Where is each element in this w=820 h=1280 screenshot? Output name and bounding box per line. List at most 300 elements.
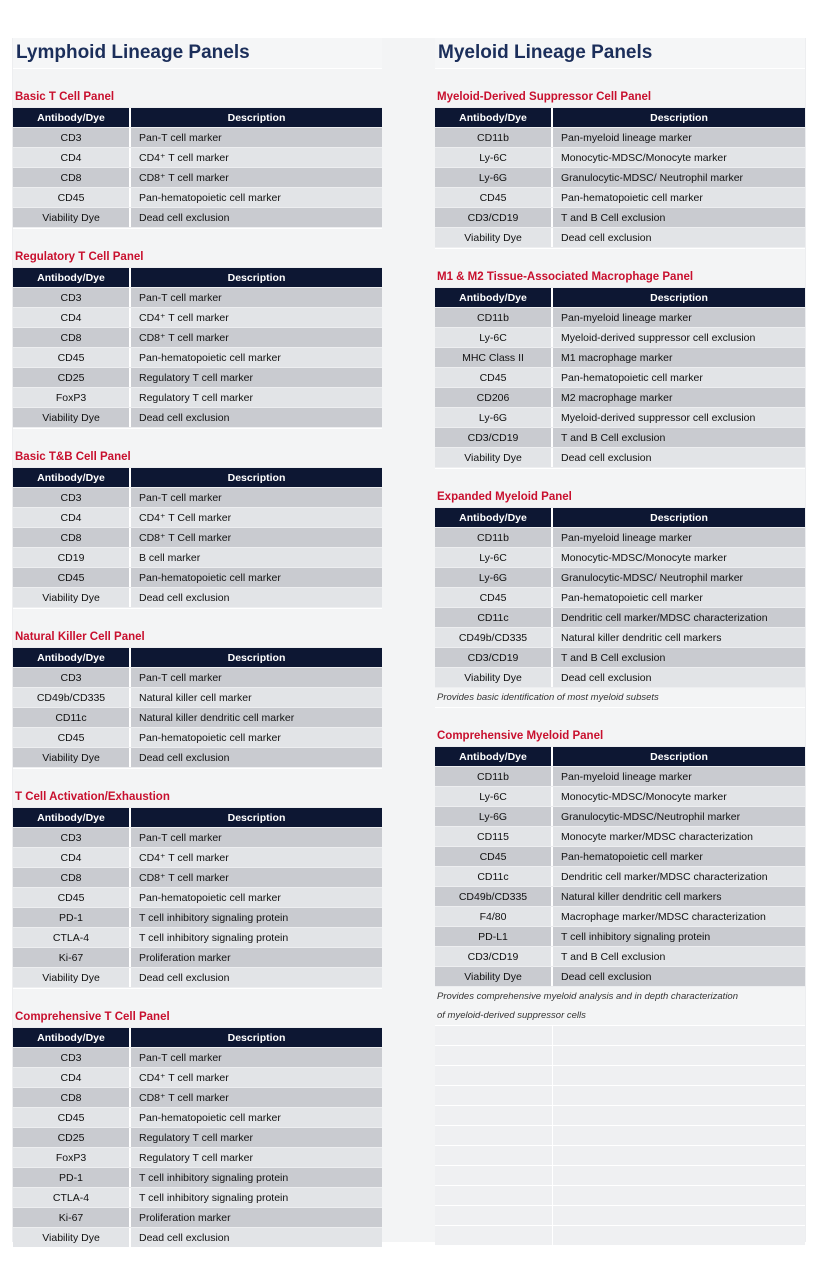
column-header-description: Description	[131, 468, 382, 487]
antibody-cell: Viability Dye	[435, 448, 553, 467]
column-header-description: Description	[553, 747, 805, 766]
description-cell: Regulatory T cell marker	[131, 368, 382, 387]
column-header-antibody: Antibody/Dye	[435, 508, 553, 527]
table-row	[13, 1068, 382, 1087]
empty-grid-cell	[435, 1186, 553, 1205]
description-cell: Pan-hematopoietic cell marker	[131, 888, 382, 907]
antibody-cell: Viability Dye	[13, 968, 131, 987]
antibody-cell: Viability Dye	[13, 408, 131, 427]
antibody-cell: Ly-6G	[435, 168, 553, 187]
antibody-cell: CD49b/CD335	[13, 688, 131, 707]
table-row	[13, 828, 382, 847]
description-cell: Proliferation marker	[131, 1208, 382, 1227]
antibody-cell: CD45	[13, 1108, 131, 1127]
table-row	[13, 168, 382, 187]
table-row	[435, 148, 805, 167]
panel-table	[13, 1027, 382, 1248]
antibody-cell: CD45	[435, 847, 553, 866]
empty-grid-cell	[435, 1066, 553, 1085]
section-spacer	[13, 608, 382, 628]
table-row	[435, 827, 805, 846]
table-row	[13, 1228, 382, 1247]
antibody-cell: CD4	[13, 148, 131, 167]
panel-table	[13, 107, 382, 228]
description-cell: M1 macrophage marker	[553, 348, 805, 367]
table-row	[13, 1128, 382, 1147]
table-row	[435, 188, 805, 207]
antibody-cell: Ly-6G	[435, 408, 553, 427]
myeloid-column	[435, 38, 805, 1245]
column-header-antibody: Antibody/Dye	[435, 288, 553, 307]
antibody-cell: CD4	[13, 848, 131, 867]
antibody-cell: CD45	[435, 368, 553, 387]
antibody-cell: CD3	[13, 288, 131, 307]
antibody-cell: CD4	[13, 1068, 131, 1087]
description-cell: CD4⁺ T Cell marker	[131, 508, 382, 527]
section-spacer	[13, 228, 382, 248]
description-cell: T cell inhibitory signaling protein	[131, 908, 382, 927]
antibody-cell: Viability Dye	[13, 588, 131, 607]
antibody-cell: FoxP3	[13, 1148, 131, 1167]
antibody-cell: CD8	[13, 528, 131, 547]
antibody-cell: CD45	[13, 728, 131, 747]
panel-note: Provides basic identification of most myeloid subsets	[435, 688, 805, 707]
description-cell: Dead cell exclusion	[553, 228, 805, 247]
description-cell: Dendritic cell marker/MDSC characterization	[553, 608, 805, 627]
table-row	[435, 568, 805, 587]
empty-grid-cell	[435, 1026, 553, 1045]
description-cell: CD8⁺ T cell marker	[131, 328, 382, 347]
column-header-description: Description	[131, 108, 382, 127]
panel-table	[435, 107, 805, 248]
description-cell: Pan-hematopoietic cell marker	[553, 588, 805, 607]
table-row	[435, 887, 805, 906]
panel-title: Expanded Myeloid Panel	[435, 488, 805, 507]
description-cell: CD8⁺ T cell marker	[131, 1088, 382, 1107]
table-row	[435, 428, 805, 447]
description-cell: Pan-T cell marker	[131, 128, 382, 147]
antibody-cell: CD45	[435, 188, 553, 207]
empty-grid-row	[435, 1225, 805, 1245]
description-cell: Pan-T cell marker	[131, 668, 382, 687]
empty-grid-cell	[435, 1166, 553, 1185]
empty-grid-row	[435, 1025, 805, 1045]
table-row	[13, 308, 382, 327]
table-row	[13, 908, 382, 927]
antibody-cell: CD8	[13, 868, 131, 887]
column-header-antibody: Antibody/Dye	[13, 1028, 131, 1047]
table-row	[435, 668, 805, 687]
panel-table	[13, 267, 382, 428]
description-cell: Natural killer dendritic cell markers	[553, 628, 805, 647]
description-cell: T cell inhibitory signaling protein	[131, 1168, 382, 1187]
table-row	[435, 807, 805, 826]
table-row	[13, 328, 382, 347]
table-row	[13, 948, 382, 967]
antibody-cell: Ly-6C	[435, 787, 553, 806]
table-row	[13, 848, 382, 867]
antibody-cell: FoxP3	[13, 388, 131, 407]
table-row	[13, 568, 382, 587]
empty-grid-cell	[435, 1146, 553, 1165]
description-cell: Dead cell exclusion	[553, 967, 805, 986]
description-cell: T and B Cell exclusion	[553, 428, 805, 447]
antibody-cell: CD11b	[435, 308, 553, 327]
table-row	[13, 1188, 382, 1207]
description-cell: Dead cell exclusion	[553, 448, 805, 467]
description-cell: CD4⁺ T cell marker	[131, 848, 382, 867]
table-row	[435, 927, 805, 946]
antibody-cell: CD45	[13, 348, 131, 367]
panel-title: M1 & M2 Tissue-Associated Macrophage Panel	[435, 268, 805, 287]
description-cell: Dead cell exclusion	[131, 968, 382, 987]
panel-table	[13, 647, 382, 768]
antibody-cell: CD49b/CD335	[435, 887, 553, 906]
column-header-antibody: Antibody/Dye	[435, 108, 553, 127]
table-row	[435, 208, 805, 227]
panel-title: Comprehensive Myeloid Panel	[435, 727, 805, 746]
table-row	[13, 928, 382, 947]
panel-title: Myeloid-Derived Suppressor Cell Panel	[435, 88, 805, 107]
section-spacer	[435, 468, 805, 488]
table-row	[13, 208, 382, 227]
column-header-antibody: Antibody/Dye	[13, 808, 131, 827]
antibody-cell: CD45	[13, 888, 131, 907]
table-row	[13, 1048, 382, 1067]
antibody-cell: CD3/CD19	[435, 428, 553, 447]
lymphoid-column	[13, 38, 382, 1248]
antibody-cell: CD11b	[435, 128, 553, 147]
table-row	[13, 148, 382, 167]
antibody-cell: MHC Class II	[435, 348, 553, 367]
table-row	[13, 968, 382, 987]
description-cell: M2 macrophage marker	[553, 388, 805, 407]
description-cell: Regulatory T cell marker	[131, 1128, 382, 1147]
panel-title: Regulatory T Cell Panel	[13, 248, 382, 267]
description-cell: B cell marker	[131, 548, 382, 567]
table-row	[13, 1148, 382, 1167]
antibody-cell: Ki-67	[13, 948, 131, 967]
table-row	[435, 867, 805, 886]
description-cell: Pan-T cell marker	[131, 288, 382, 307]
empty-grid-row	[435, 1165, 805, 1185]
table-row	[435, 847, 805, 866]
antibody-cell: Viability Dye	[435, 228, 553, 247]
antibody-cell: CD4	[13, 508, 131, 527]
empty-grid-cell	[435, 1206, 553, 1225]
antibody-cell: CD4	[13, 308, 131, 327]
panel-table	[13, 807, 382, 988]
description-cell: CD4⁺ T cell marker	[131, 148, 382, 167]
antibody-cell: CD3	[13, 128, 131, 147]
description-cell: Dead cell exclusion	[553, 668, 805, 687]
antibody-cell: Ly-6C	[435, 328, 553, 347]
table-row	[13, 288, 382, 307]
empty-grid-cell	[435, 1106, 553, 1125]
antibody-cell: CD3	[13, 488, 131, 507]
panel-table	[435, 746, 805, 987]
table-row	[435, 588, 805, 607]
antibody-cell: CTLA-4	[13, 1188, 131, 1207]
empty-grid-row	[435, 1125, 805, 1145]
column-header-antibody: Antibody/Dye	[13, 268, 131, 287]
description-cell: T cell inhibitory signaling protein	[131, 1188, 382, 1207]
antibody-cell: Viability Dye	[13, 1228, 131, 1247]
table-row	[13, 748, 382, 767]
description-cell: T cell inhibitory signaling protein	[131, 928, 382, 947]
table-row	[13, 388, 382, 407]
panel-note: Provides comprehensive myeloid analysis and in depth characterization	[435, 987, 805, 1006]
antibody-cell: CD115	[435, 827, 553, 846]
description-cell: Pan-hematopoietic cell marker	[131, 728, 382, 747]
table-row	[13, 348, 382, 367]
description-cell: Dead cell exclusion	[131, 588, 382, 607]
antibody-cell: Viability Dye	[435, 967, 553, 986]
column-gutter	[382, 38, 435, 1242]
column-header-description: Description	[131, 808, 382, 827]
description-cell: Pan-hematopoietic cell marker	[131, 568, 382, 587]
empty-grid-row	[435, 1145, 805, 1165]
panel-table	[13, 467, 382, 608]
column-header-antibody: Antibody/Dye	[13, 468, 131, 487]
panel-title: Basic T&B Cell Panel	[13, 448, 382, 467]
antibody-cell: PD-L1	[435, 927, 553, 946]
description-cell: Natural killer cell marker	[131, 688, 382, 707]
table-row	[435, 168, 805, 187]
description-cell: Pan-myeloid lineage marker	[553, 128, 805, 147]
description-cell: T and B Cell exclusion	[553, 648, 805, 667]
table-row	[435, 308, 805, 327]
description-cell: Granulocytic-MDSC/ Neutrophil marker	[553, 568, 805, 587]
antibody-cell: CD11c	[435, 867, 553, 886]
description-cell: Dead cell exclusion	[131, 208, 382, 227]
table-row	[13, 588, 382, 607]
empty-grid-cell	[435, 1126, 553, 1145]
table-row	[435, 408, 805, 427]
column-header-description: Description	[553, 288, 805, 307]
description-cell: Pan-myeloid lineage marker	[553, 308, 805, 327]
antibody-cell: CD206	[435, 388, 553, 407]
table-row	[435, 328, 805, 347]
table-row	[13, 128, 382, 147]
column-header-description: Description	[131, 1028, 382, 1047]
antibody-cell: Viability Dye	[435, 668, 553, 687]
table-row	[13, 868, 382, 887]
column-header-description: Description	[131, 268, 382, 287]
column-header-description: Description	[553, 108, 805, 127]
panel-title: Comprehensive T Cell Panel	[13, 1008, 382, 1027]
antibody-cell: Ly-6G	[435, 807, 553, 826]
description-cell: Regulatory T cell marker	[131, 388, 382, 407]
description-cell: T and B Cell exclusion	[553, 208, 805, 227]
empty-grid-cell	[435, 1226, 553, 1245]
table-row	[13, 728, 382, 747]
antibody-cell: CD11b	[435, 528, 553, 547]
lymphoid-column-title: Lymphoid Lineage Panels	[13, 38, 382, 68]
table-row	[13, 188, 382, 207]
section-spacer	[435, 248, 805, 268]
antibody-cell: CD25	[13, 1128, 131, 1147]
table-row	[13, 1208, 382, 1227]
panel-table	[435, 507, 805, 688]
description-cell: Granulocytic-MDSC/Neutrophil marker	[553, 807, 805, 826]
description-cell: Monocytic-MDSC/Monocyte marker	[553, 548, 805, 567]
description-cell: Pan-hematopoietic cell marker	[553, 188, 805, 207]
panel-title: Natural Killer Cell Panel	[13, 628, 382, 647]
description-cell: CD4⁺ T cell marker	[131, 308, 382, 327]
empty-grid-row	[435, 1065, 805, 1085]
description-cell: Monocytic-MDSC/Monocyte marker	[553, 787, 805, 806]
table-row	[435, 628, 805, 647]
description-cell: Monocytic-MDSC/Monocyte marker	[553, 148, 805, 167]
table-row	[435, 448, 805, 467]
description-cell: CD8⁺ T cell marker	[131, 868, 382, 887]
table-row	[13, 888, 382, 907]
column-header-antibody: Antibody/Dye	[13, 108, 131, 127]
description-cell: Granulocytic-MDSC/ Neutrophil marker	[553, 168, 805, 187]
table-row	[435, 608, 805, 627]
table-row	[13, 508, 382, 527]
description-cell: Pan-hematopoietic cell marker	[131, 1108, 382, 1127]
description-cell: Pan-hematopoietic cell marker	[553, 368, 805, 387]
section-spacer	[13, 988, 382, 1008]
panels-sheet	[12, 38, 806, 1242]
table-row	[435, 228, 805, 247]
empty-grid-row	[435, 1105, 805, 1125]
antibody-cell: CD3	[13, 828, 131, 847]
description-cell: Dead cell exclusion	[131, 748, 382, 767]
table-row	[13, 548, 382, 567]
column-header-antibody: Antibody/Dye	[435, 747, 553, 766]
antibody-cell: F4/80	[435, 907, 553, 926]
table-row	[435, 648, 805, 667]
antibody-cell: CD3/CD19	[435, 208, 553, 227]
table-row	[435, 787, 805, 806]
antibody-cell: Viability Dye	[13, 748, 131, 767]
description-cell: Macrophage marker/MDSC characterization	[553, 907, 805, 926]
table-row	[435, 528, 805, 547]
table-row	[13, 708, 382, 727]
table-row	[13, 668, 382, 687]
table-row	[435, 368, 805, 387]
antibody-cell: CD3	[13, 668, 131, 687]
table-row	[13, 1168, 382, 1187]
table-row	[435, 548, 805, 567]
description-cell: Natural killer dendritic cell marker	[131, 708, 382, 727]
antibody-cell: CD11b	[435, 767, 553, 786]
description-cell: Pan-hematopoietic cell marker	[131, 188, 382, 207]
description-cell: Myeloid-derived suppressor cell exclusion	[553, 408, 805, 427]
empty-grid-cell	[435, 1086, 553, 1105]
empty-grid-row	[435, 1205, 805, 1225]
antibody-cell: PD-1	[13, 908, 131, 927]
description-cell: T cell inhibitory signaling protein	[553, 927, 805, 946]
description-cell: Pan-hematopoietic cell marker	[131, 348, 382, 367]
antibody-cell: CD3/CD19	[435, 648, 553, 667]
antibody-cell: CD3	[13, 1048, 131, 1067]
empty-grid-row	[435, 1085, 805, 1105]
description-cell: Pan-myeloid lineage marker	[553, 767, 805, 786]
section-spacer	[13, 768, 382, 788]
antibody-cell: PD-1	[13, 1168, 131, 1187]
antibody-cell: CD19	[13, 548, 131, 567]
table-row	[435, 947, 805, 966]
antibody-cell: CD49b/CD335	[435, 628, 553, 647]
empty-grid-row	[435, 1045, 805, 1065]
description-cell: Dead cell exclusion	[131, 408, 382, 427]
section-spacer	[13, 68, 382, 88]
column-header-antibody: Antibody/Dye	[13, 648, 131, 667]
panel-title: T Cell Activation/Exhaustion	[13, 788, 382, 807]
section-spacer	[13, 428, 382, 448]
table-row	[13, 688, 382, 707]
table-row	[435, 767, 805, 786]
section-spacer	[435, 68, 805, 88]
antibody-cell: Viability Dye	[13, 208, 131, 227]
description-cell: Regulatory T cell marker	[131, 1148, 382, 1167]
table-row	[13, 408, 382, 427]
table-row	[435, 967, 805, 986]
description-cell: Myeloid-derived suppressor cell exclusion	[553, 328, 805, 347]
empty-grid-row	[435, 1185, 805, 1205]
description-cell: T and B Cell exclusion	[553, 947, 805, 966]
antibody-cell: CD3/CD19	[435, 947, 553, 966]
antibody-cell: CD45	[435, 588, 553, 607]
description-cell: Pan-hematopoietic cell marker	[553, 847, 805, 866]
panel-title: Basic T Cell Panel	[13, 88, 382, 107]
description-cell: Monocyte marker/MDSC characterization	[553, 827, 805, 846]
antibody-cell: CD11c	[13, 708, 131, 727]
description-cell: Natural killer dendritic cell markers	[553, 887, 805, 906]
antibody-cell: CD8	[13, 168, 131, 187]
section-spacer	[435, 707, 805, 727]
empty-grid-cell	[435, 1046, 553, 1065]
description-cell: Pan-myeloid lineage marker	[553, 528, 805, 547]
antibody-cell: Ly-6C	[435, 148, 553, 167]
table-row	[13, 1108, 382, 1127]
description-cell: Proliferation marker	[131, 948, 382, 967]
table-row	[13, 1088, 382, 1107]
description-cell: Dead cell exclusion	[131, 1228, 382, 1247]
antibody-cell: CD45	[13, 568, 131, 587]
panel-table	[435, 287, 805, 468]
antibody-cell: CD11c	[435, 608, 553, 627]
table-row	[435, 907, 805, 926]
antibody-cell: Ki-67	[13, 1208, 131, 1227]
column-header-description: Description	[131, 648, 382, 667]
table-row	[13, 368, 382, 387]
description-cell: Dendritic cell marker/MDSC characterization	[553, 867, 805, 886]
description-cell: Pan-T cell marker	[131, 488, 382, 507]
antibody-cell: Ly-6C	[435, 548, 553, 567]
myeloid-column-title: Myeloid Lineage Panels	[435, 38, 805, 68]
table-row	[13, 528, 382, 547]
panel-note: of myeloid-derived suppressor cells	[435, 1006, 805, 1025]
empty-grid	[435, 1025, 805, 1245]
antibody-cell: CD8	[13, 1088, 131, 1107]
antibody-cell: CTLA-4	[13, 928, 131, 947]
table-row	[435, 388, 805, 407]
description-cell: CD8⁺ T Cell marker	[131, 528, 382, 547]
column-header-description: Description	[553, 508, 805, 527]
table-row	[13, 488, 382, 507]
description-cell: CD8⁺ T cell marker	[131, 168, 382, 187]
antibody-cell: Ly-6G	[435, 568, 553, 587]
antibody-cell: CD8	[13, 328, 131, 347]
antibody-cell: CD25	[13, 368, 131, 387]
table-row	[435, 128, 805, 147]
antibody-cell: CD45	[13, 188, 131, 207]
